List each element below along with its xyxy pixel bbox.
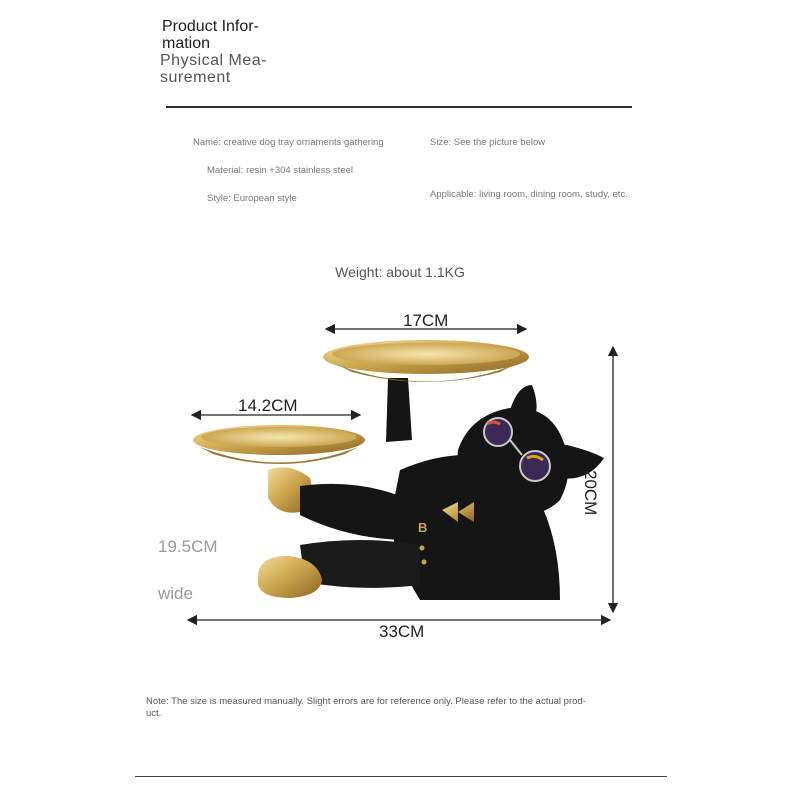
top-tray-dimension-label: 17CM [403,311,449,330]
measurement-note: Note: The size is measured manually. Slight errors are for reference only. Please refer to the actual prod- uct. [146,696,586,719]
svg-text:B: B [418,520,428,535]
spec-size: Size: See the picture below [430,137,546,148]
side-dimension-caption: wide [158,584,193,603]
spec-applicable: Applicable: living room, dining room, study, etc. [430,189,628,200]
section-subtitle: Physical Mea- surement [160,52,267,86]
spec-material: Material: resin +304 stainless steel [207,165,354,176]
height-dimension-label: 20CM [581,470,600,516]
side-dimension-label: 19.5CM [158,537,218,556]
spec-style: Style: European style [207,193,297,204]
dog-figure [258,385,604,600]
section-title: Product Infor- mation [162,18,259,52]
weight-label: Weight: about 1.1KG [335,264,465,280]
lower-tray [193,425,365,464]
width-dimension-label: 33CM [379,622,425,641]
left-tray-dimension-label: 14.2CM [238,396,298,415]
footer-divider [135,776,667,777]
spec-name: Name: creative dog tray ornaments gathering [193,137,384,148]
